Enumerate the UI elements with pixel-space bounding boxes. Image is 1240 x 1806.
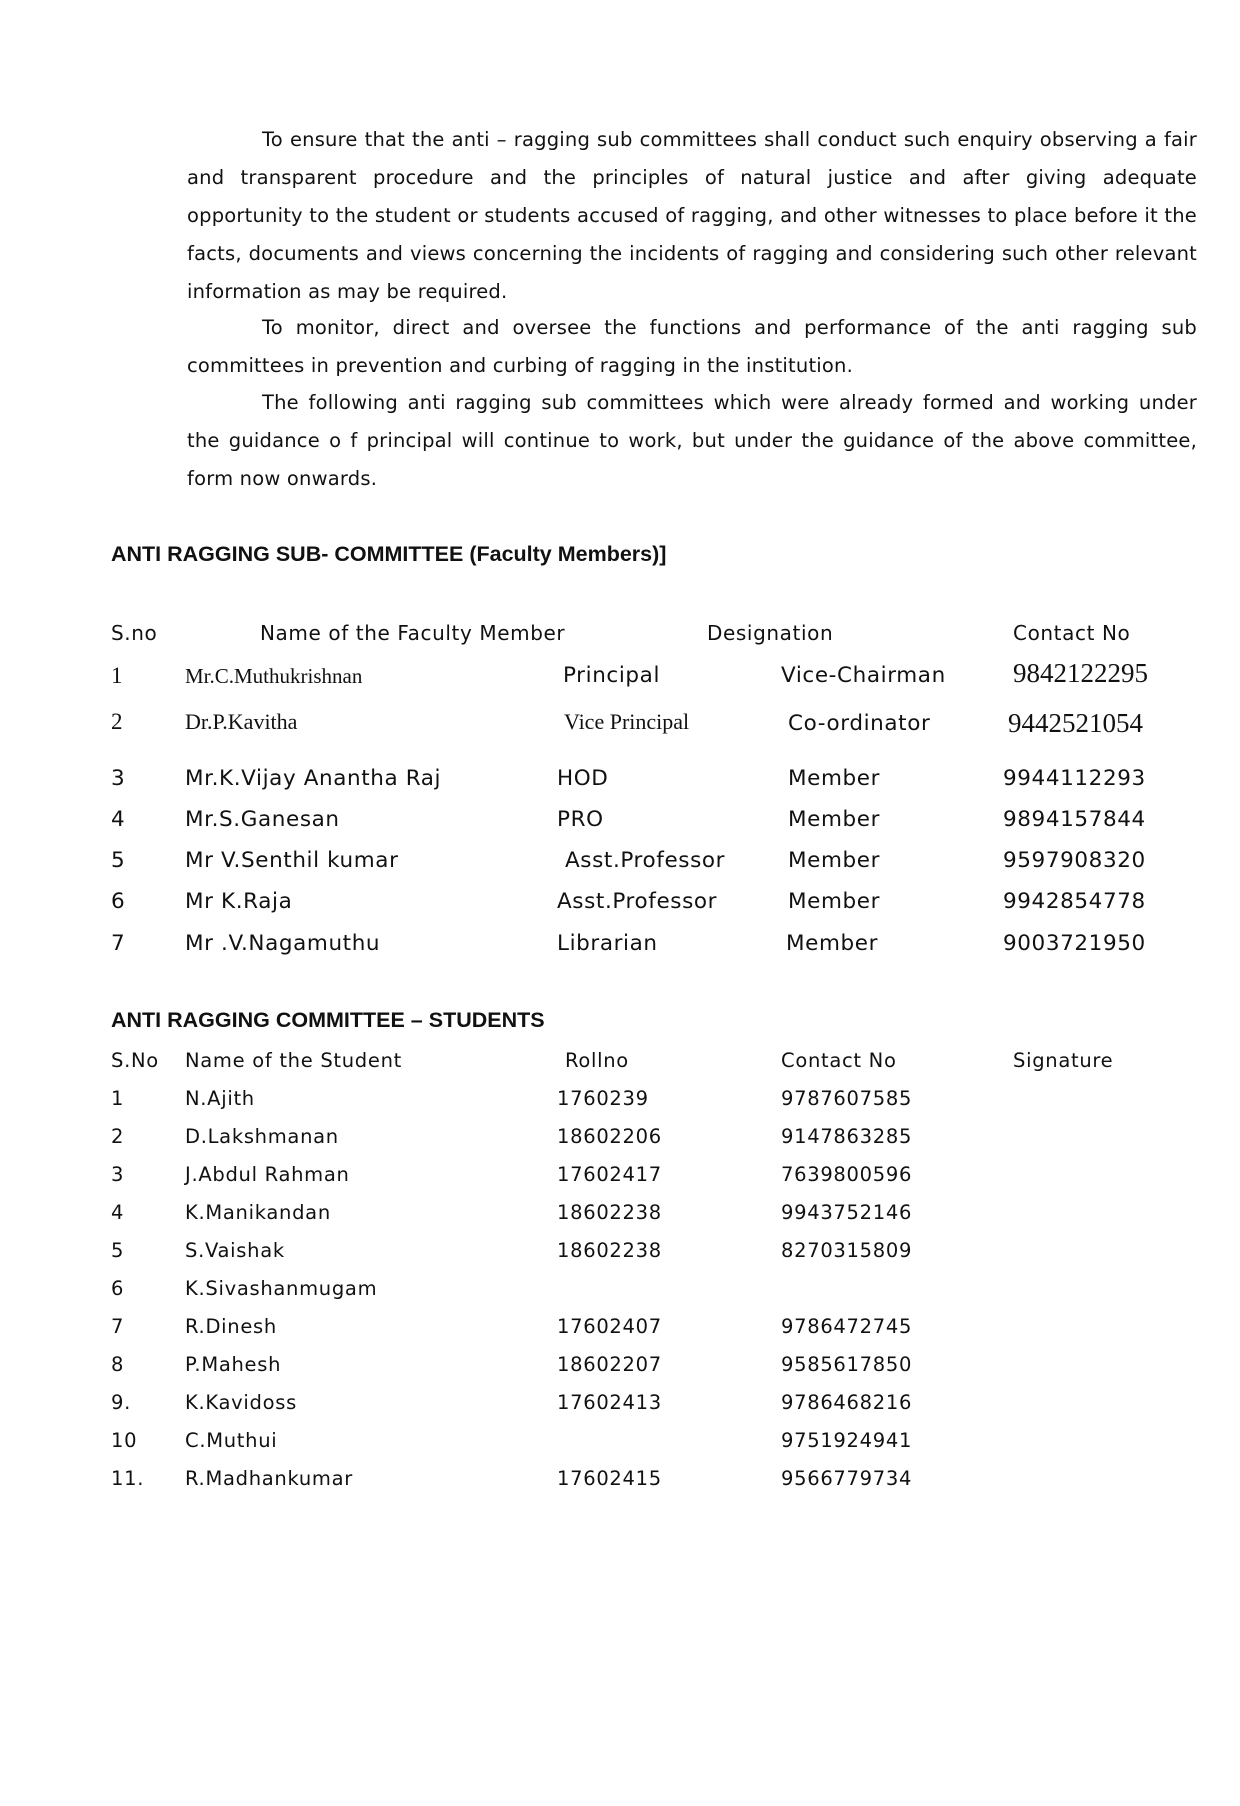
student-contact: 9787607585 (781, 1087, 913, 1110)
faculty-sno: 1 (111, 663, 124, 688)
student-header-sno: S.No (111, 1049, 159, 1072)
student-name: N.Ajith (185, 1087, 255, 1110)
faculty-role: Member (788, 807, 881, 832)
student-contact: 9943752146 (781, 1201, 913, 1224)
faculty-role: Member (788, 766, 881, 791)
faculty-designation: Asst.Professor (565, 848, 726, 873)
student-rollno: 17602407 (557, 1315, 662, 1338)
faculty-header-contact: Contact No (1013, 621, 1131, 645)
student-name: J.Abdul Rahman (185, 1163, 350, 1186)
faculty-section-title: ANTI RAGGING SUB- COMMITTEE (Faculty Members)] (111, 542, 667, 566)
faculty-header-sno: S.no (111, 621, 158, 645)
student-rollno: 18602206 (557, 1125, 662, 1148)
paragraph-monitor: To monitor, direct and oversee the functions and performance of the anti ragging sub committees in prevention and curbing of ragging in the institution. (187, 316, 1197, 377)
student-name: D.Lakshmanan (185, 1125, 339, 1148)
student-sno: 1 (111, 1087, 125, 1110)
faculty-role: Vice-Chairman (781, 663, 946, 688)
faculty-contact: 9894157844 (1003, 807, 1146, 832)
faculty-designation: Principal (563, 663, 661, 688)
faculty-designation: PRO (557, 807, 604, 832)
student-sno: 2 (111, 1125, 125, 1148)
student-name: R.Madhankumar (185, 1467, 353, 1490)
faculty-header-name: Name of the Faculty Member (260, 621, 566, 645)
student-sno: 3 (111, 1163, 125, 1186)
student-rollno: 18602207 (557, 1353, 662, 1376)
student-sno: 5 (111, 1239, 125, 1262)
faculty-role: Co-ordinator (788, 711, 931, 736)
student-name: C.Muthui (185, 1429, 278, 1452)
student-sno: 6 (111, 1277, 125, 1300)
faculty-sno: 6 (111, 889, 126, 914)
faculty-sno: 3 (111, 766, 126, 791)
faculty-designation: Asst.Professor (557, 889, 718, 914)
faculty-contact: 9597908320 (1003, 848, 1146, 873)
student-sno: 11. (111, 1467, 145, 1490)
faculty-name: Mr.S.Ganesan (185, 807, 340, 832)
student-rollno: 17602417 (557, 1163, 662, 1186)
student-sno: 8 (111, 1353, 125, 1376)
student-contact: 9585617850 (781, 1353, 913, 1376)
faculty-sno: 2 (111, 709, 124, 734)
paragraph-following: The following anti ragging sub committees which were already formed and working under the guidance o f principal will continue to work, but under the guidance of the above committee, form now onwards. (187, 391, 1197, 490)
faculty-name: Mr.C.Muthukrishnan (185, 664, 363, 688)
faculty-name: Mr .V.Nagamuthu (185, 931, 381, 956)
faculty-name: Mr K.Raja (185, 889, 293, 914)
student-contact: 9786472745 (781, 1315, 913, 1338)
faculty-sno: 4 (111, 807, 126, 832)
student-name: K.Manikandan (185, 1201, 331, 1224)
student-contact: 9566779734 (781, 1467, 913, 1490)
student-name: R.Dinesh (185, 1315, 277, 1338)
faculty-contact: 9842122295 (1013, 658, 1148, 688)
faculty-designation: Librarian (557, 931, 658, 956)
faculty-name: Dr.P.Kavitha (185, 709, 298, 734)
faculty-role: Member (788, 848, 881, 873)
faculty-role: Member (788, 889, 881, 914)
student-rollno: 18602238 (557, 1239, 662, 1262)
student-section-title: ANTI RAGGING COMMITTEE – STUDENTS (111, 1008, 545, 1032)
student-rollno: 18602238 (557, 1201, 662, 1224)
student-header-name: Name of the Student (185, 1049, 402, 1072)
student-sno: 10 (111, 1429, 138, 1452)
student-rollno: 17602413 (557, 1391, 662, 1414)
student-name: K.Kavidoss (185, 1391, 297, 1414)
student-header-signature: Signature (1013, 1049, 1114, 1072)
student-name: S.Vaishak (185, 1239, 285, 1262)
student-header-contact: Contact No (781, 1049, 897, 1072)
faculty-sno: 5 (111, 848, 126, 873)
faculty-designation: HOD (557, 766, 609, 791)
student-sno: 9. (111, 1391, 132, 1414)
faculty-contact: 9442521054 (1008, 708, 1143, 738)
faculty-sno: 7 (111, 931, 126, 956)
faculty-contact: 9003721950 (1003, 931, 1146, 956)
faculty-contact: 9944112293 (1003, 766, 1146, 791)
student-sno: 4 (111, 1201, 125, 1224)
student-header-rollno: Rollno (565, 1049, 629, 1072)
student-contact: 7639800596 (781, 1163, 913, 1186)
faculty-contact: 9942854778 (1003, 889, 1146, 914)
student-contact: 9147863285 (781, 1125, 913, 1148)
faculty-name: Mr.K.Vijay Anantha Raj (185, 766, 442, 791)
paragraph-enquiry: To ensure that the anti – ragging sub committees shall conduct such enquiry observing a fair and transparent procedure and the principles of natural justice and after giving adequate opportunity to the student or students accused of ragging, and other witnesses to place before it the facts, documents and views concerning the incidents of ragging and considering such other relevant information as may be required. (187, 128, 1197, 303)
student-name: K.Sivashanmugam (185, 1277, 378, 1300)
student-sno: 7 (111, 1315, 125, 1338)
student-rollno: 1760239 (557, 1087, 649, 1110)
student-contact: 9786468216 (781, 1391, 913, 1414)
student-contact: 9751924941 (781, 1429, 913, 1452)
student-rollno: 17602415 (557, 1467, 662, 1490)
faculty-name: Mr V.Senthil kumar (185, 848, 399, 873)
faculty-header-designation: Designation (707, 621, 834, 645)
student-contact: 8270315809 (781, 1239, 913, 1262)
student-name: P.Mahesh (185, 1353, 282, 1376)
faculty-role: Member (786, 931, 879, 956)
faculty-designation: Vice Principal (564, 709, 690, 734)
